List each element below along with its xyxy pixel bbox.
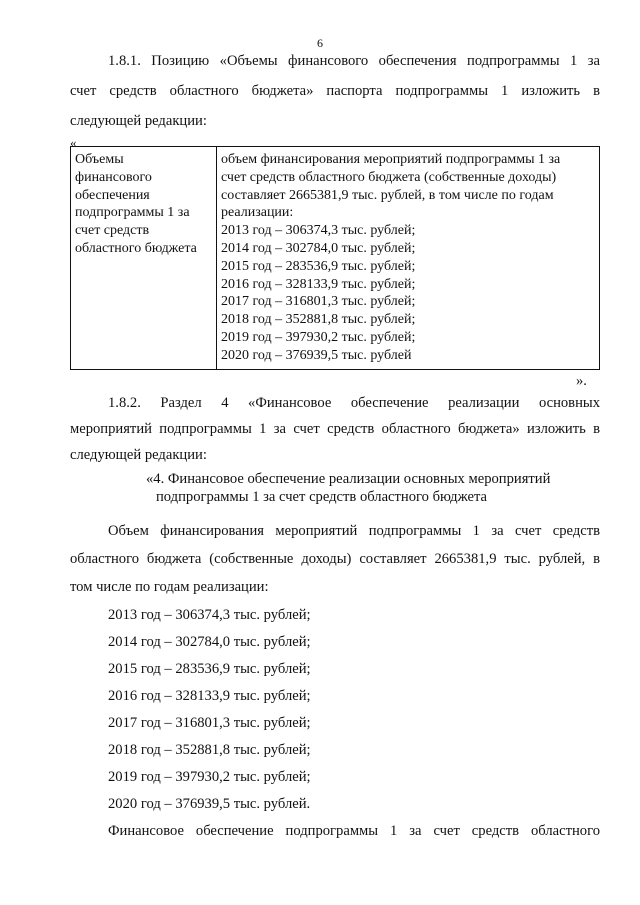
section-182-line-2: мероприятий подпрограммы 1 за счет средств областного бюджета» изложить в xyxy=(70,421,600,437)
year-item: 2017 год – 316801,3 тыс. рублей; xyxy=(108,715,311,731)
section-182-line-3: следующей редакции: xyxy=(70,447,207,463)
year-item: 2015 год – 283536,9 тыс. рублей; xyxy=(108,661,311,677)
right-cell-line: 2014 год – 302784,0 тыс. рублей; xyxy=(221,240,416,256)
left-cell-line: обеспечения xyxy=(75,187,150,203)
body-line-1: Объем финансирования мероприятий подпрограммы 1 за счет средств xyxy=(108,523,600,539)
right-cell-line: 2017 год – 316801,3 тыс. рублей; xyxy=(221,294,416,310)
right-cell-line: 2015 год – 283536,9 тыс. рублей; xyxy=(221,258,416,274)
year-item: 2018 год – 352881,8 тыс. рублей; xyxy=(108,742,311,758)
right-cell-line: реализации: xyxy=(221,205,294,221)
body-line-2: областного бюджета (собственные доходы) составляет 2665381,9 тыс. рублей, в xyxy=(70,551,600,567)
right-cell-line: 2019 год – 397930,2 тыс. рублей; xyxy=(221,329,416,345)
year-item: 2014 год – 302784,0 тыс. рублей; xyxy=(108,634,311,650)
year-item: 2016 год – 328133,9 тыс. рублей; xyxy=(108,688,311,704)
left-cell-line: Объемы xyxy=(75,152,124,167)
right-cell-line: 2013 год – 306374,3 тыс. рублей; xyxy=(221,223,416,239)
year-item: 2013 год – 306374,3 тыс. рублей; xyxy=(108,607,311,623)
right-cell-line: 2020 год – 376939,5 тыс. рублей xyxy=(221,347,412,363)
section-181-line-1: 1.8.1. Позицию «Объемы финансового обеспечения подпрограммы 1 за xyxy=(108,53,600,69)
table-row xyxy=(71,147,600,370)
right-cell-line: 2016 год – 328133,9 тыс. рублей; xyxy=(221,276,416,292)
table-left-cell xyxy=(71,147,217,370)
page-number: 6 xyxy=(317,36,323,50)
left-cell-line: счет средств xyxy=(75,223,150,239)
table-right-cell xyxy=(217,147,600,370)
section-182-line-1: 1.8.2. Раздел 4 «Финансовое обеспечение реализации основных xyxy=(108,395,600,411)
section-181-line-3: следующей редакции: xyxy=(70,113,207,129)
final-line: Финансовое обеспечение подпрограммы 1 за счет средств областного xyxy=(108,823,600,839)
left-cell-line: подпрограммы 1 за xyxy=(75,205,190,221)
funding-table xyxy=(70,146,600,370)
right-cell-line: 2018 год – 352881,8 тыс. рублей; xyxy=(221,312,416,328)
left-cell-line: финансового xyxy=(75,169,152,185)
right-cell-line: счет средств областного бюджета (собственные доходы) xyxy=(221,169,557,185)
year-item: 2019 год – 397930,2 тыс. рублей; xyxy=(108,769,311,785)
close-quote: ». xyxy=(576,373,587,389)
year-item: 2020 год – 376939,5 тыс. рублей. xyxy=(108,796,311,812)
left-cell-line: областного бюджета xyxy=(75,240,197,256)
right-cell-line: объем финансирования мероприятий подпрограммы 1 за xyxy=(221,152,561,167)
right-cell-line: составляет 2665381,9 тыс. рублей, в том числе по годам xyxy=(221,187,554,203)
section-181-line-2: счет средств областного бюджета» паспорта подпрограммы 1 изложить в xyxy=(70,83,600,99)
section-4-heading-line-1: «4. Финансовое обеспечение реализации основных мероприятий xyxy=(146,471,551,487)
open-quote: « xyxy=(70,135,77,150)
section-4-heading-line-2: подпрограммы 1 за счет средств областного бюджета xyxy=(156,489,488,505)
body-line-3: том числе по годам реализации: xyxy=(70,579,269,595)
